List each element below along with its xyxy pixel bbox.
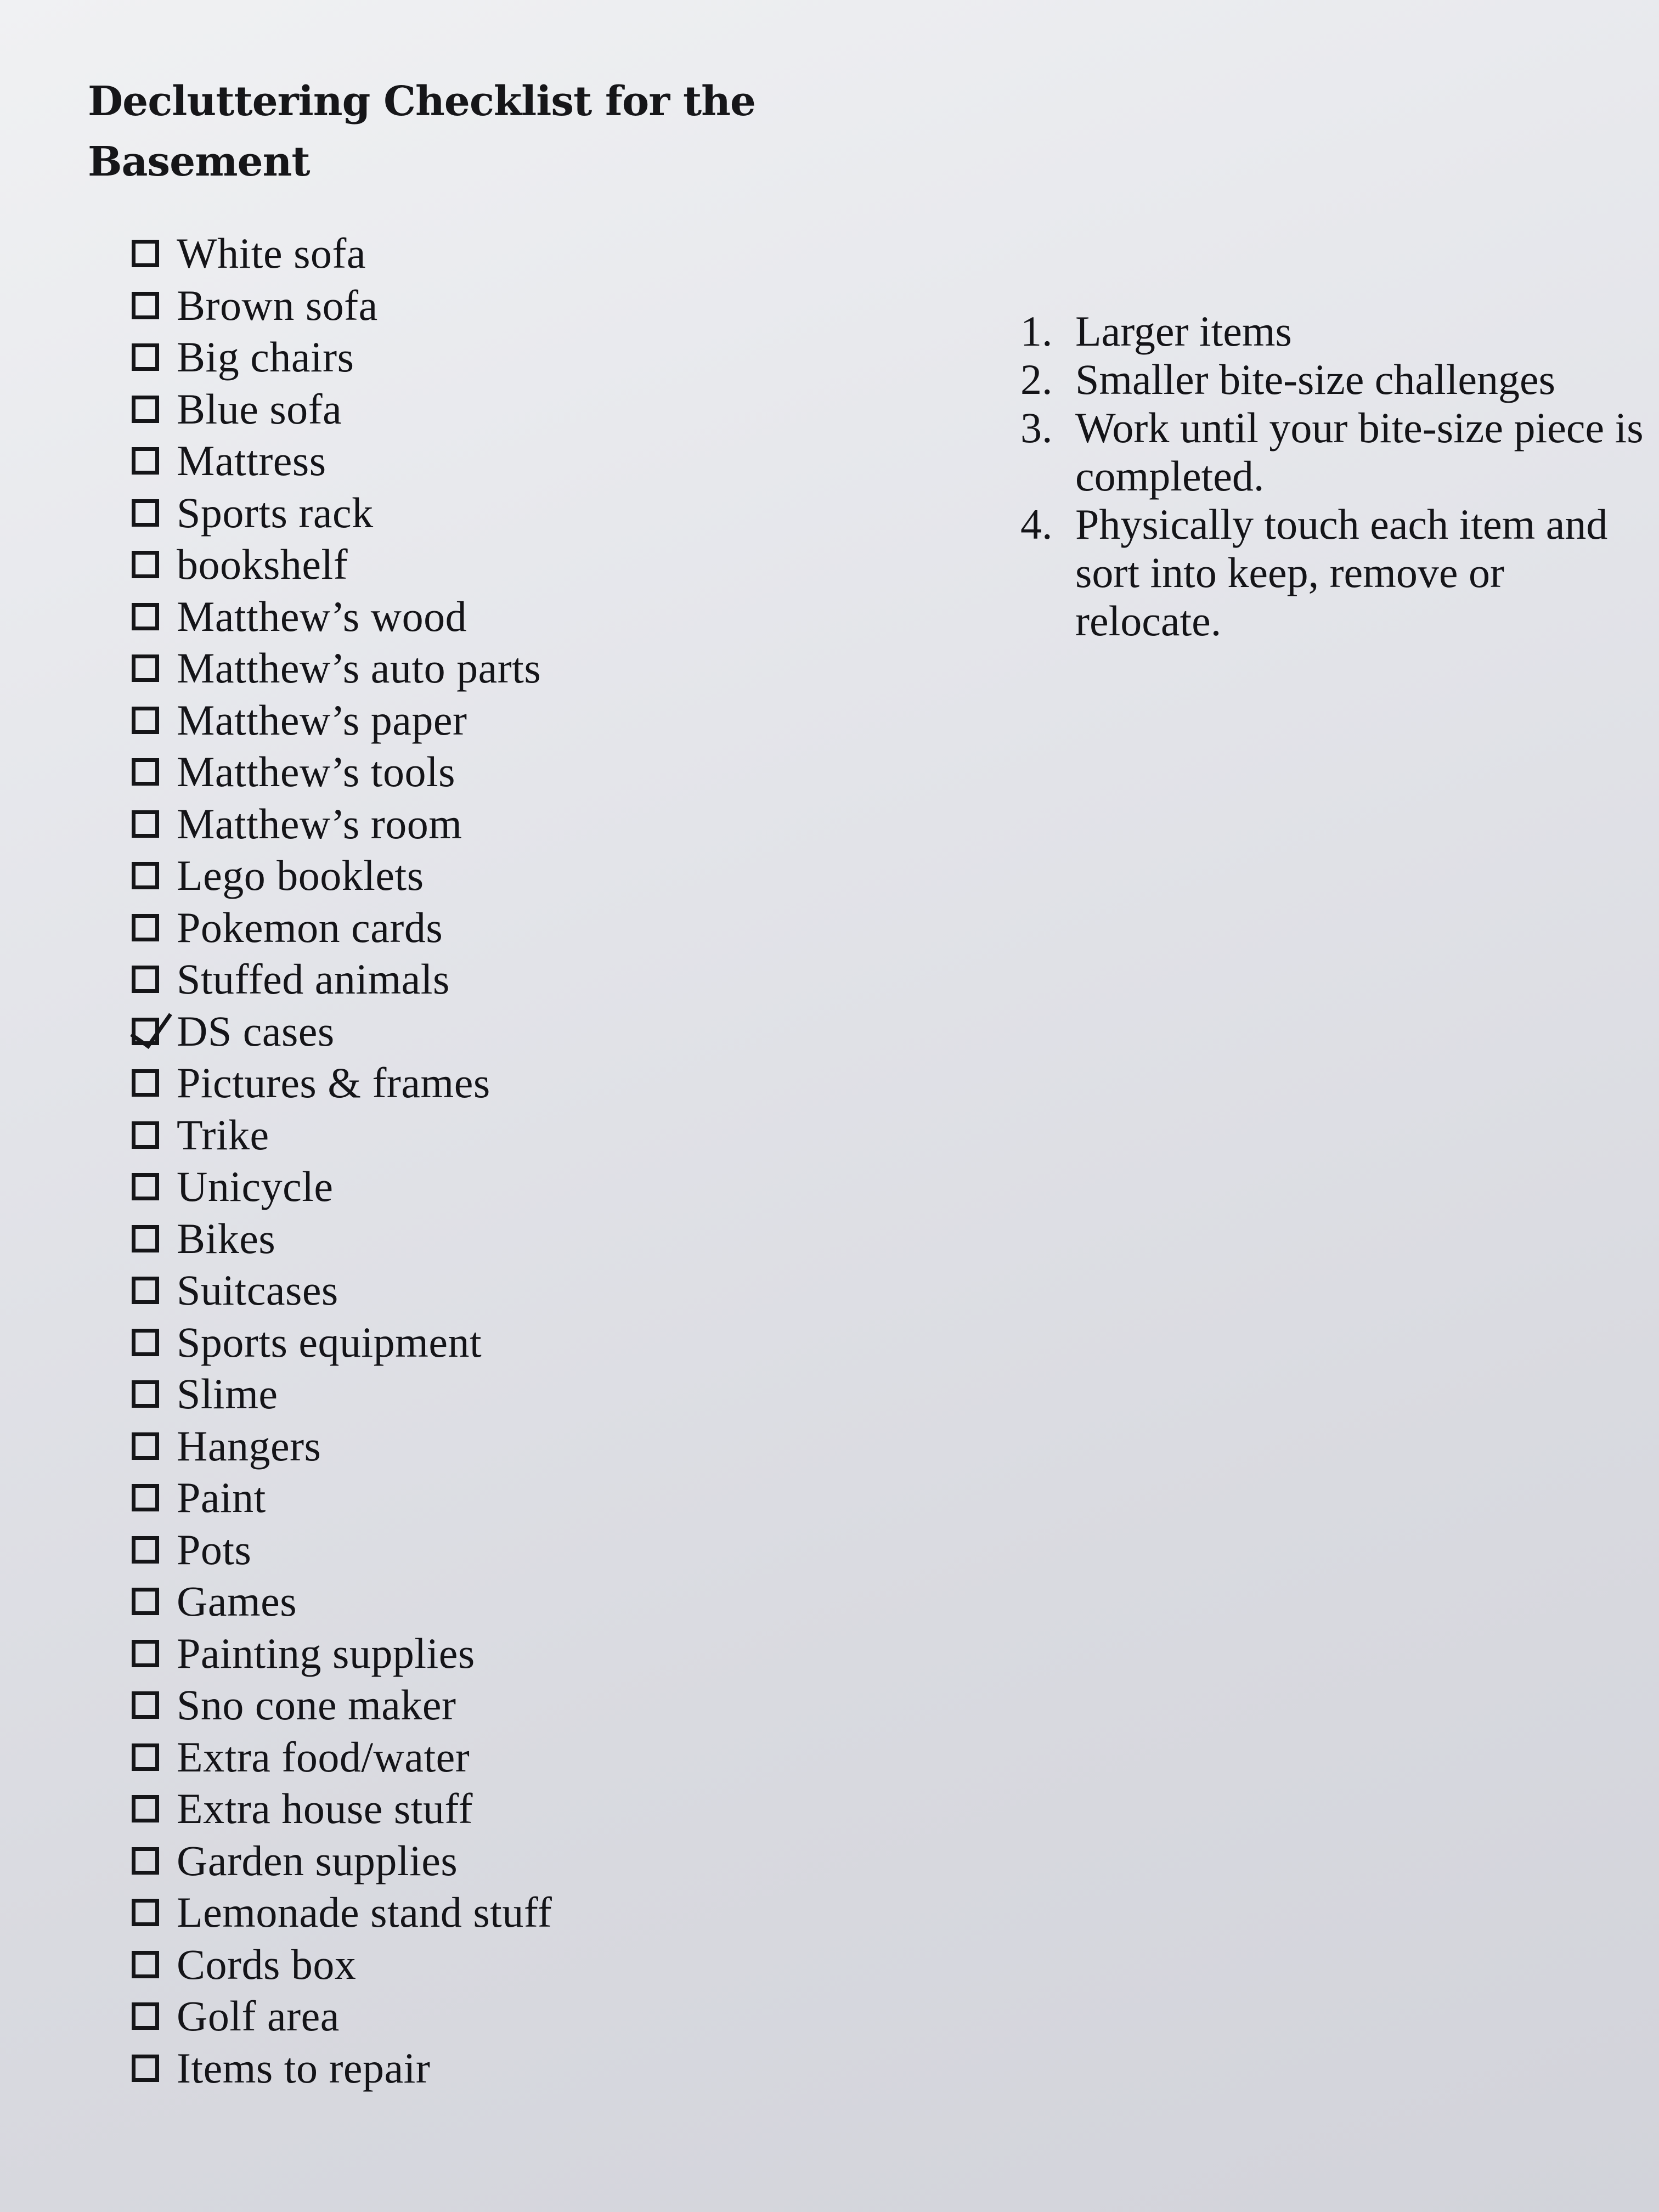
checklist-item[interactable] xyxy=(132,2042,845,2095)
checkbox-icon[interactable] xyxy=(132,758,159,786)
checkbox-icon[interactable] xyxy=(132,810,159,838)
checkbox-icon[interactable] xyxy=(132,1069,159,1097)
checkbox-icon[interactable] xyxy=(132,1536,159,1564)
checklist-item[interactable] xyxy=(132,1783,845,1835)
checkbox-icon[interactable] xyxy=(132,1588,159,1615)
checklist-item[interactable] xyxy=(132,1939,845,1991)
checklist-item-label: Extra house stuff xyxy=(177,1785,473,1833)
checklist-item[interactable] xyxy=(132,1161,845,1213)
checklist-item-label: Lego booklets xyxy=(177,851,424,900)
checkbox-icon[interactable] xyxy=(132,292,159,319)
checklist-item[interactable] xyxy=(132,487,845,539)
checkbox-icon[interactable] xyxy=(132,1847,159,1875)
checklist-item-label: Slime xyxy=(177,1370,278,1418)
checklist-item-label: Big chairs xyxy=(177,333,354,381)
checklist-item-label: Bikes xyxy=(177,1214,276,1262)
checkbox-icon[interactable] xyxy=(132,1640,159,1667)
checklist-item-label: Blue sofa xyxy=(177,385,342,433)
checkbox-icon[interactable] xyxy=(132,1795,159,1822)
checkbox-icon[interactable] xyxy=(132,1951,159,1978)
checkbox-icon[interactable] xyxy=(132,1173,159,1200)
checklist-item[interactable] xyxy=(132,798,845,850)
checkbox-icon[interactable] xyxy=(132,1899,159,1926)
checkbox-icon[interactable] xyxy=(132,603,159,630)
checkbox-icon[interactable] xyxy=(132,1743,159,1771)
checkbox-icon[interactable] xyxy=(132,1329,159,1356)
checklist-item-label: Lemonade stand stuff xyxy=(177,1888,552,1937)
checklist-item[interactable] xyxy=(132,1679,845,1731)
checklist-item[interactable] xyxy=(132,642,845,695)
step-number: 4. xyxy=(1020,500,1053,548)
checklist-item[interactable] xyxy=(132,1057,845,1109)
checklist-item[interactable] xyxy=(132,1835,845,1887)
checklist-item[interactable] xyxy=(132,1368,845,1420)
checklist-item-label: Pots xyxy=(177,1525,252,1573)
checklist-item-label: Unicycle xyxy=(177,1163,334,1211)
checkbox-icon[interactable] xyxy=(132,343,159,371)
checklist-item-label: Golf area xyxy=(177,1992,340,2040)
checklist-item-label: White sofa xyxy=(177,229,366,278)
checklist-item[interactable] xyxy=(132,591,845,643)
checkbox-icon[interactable] xyxy=(132,1225,159,1252)
checkbox-icon[interactable] xyxy=(132,2002,159,2030)
checklist-item-label: Games xyxy=(177,1577,297,1626)
checkbox-icon[interactable] xyxy=(132,654,159,682)
step-item xyxy=(1020,307,1657,356)
checklist-item-label: Mattress xyxy=(177,437,326,485)
checkbox-icon[interactable] xyxy=(132,240,159,267)
checklist-item[interactable] xyxy=(132,1576,845,1628)
step-item xyxy=(1020,404,1657,500)
checkbox-icon[interactable] xyxy=(132,1121,159,1149)
checklist-item-label: Matthew’s paper xyxy=(177,696,467,744)
checklist-item-label: Sports rack xyxy=(177,488,374,537)
checklist xyxy=(132,228,845,2094)
checklist-item-label: Hangers xyxy=(177,1421,321,1470)
step-item xyxy=(1020,356,1657,404)
checklist-item-label: Sports equipment xyxy=(177,1318,482,1366)
checklist-item[interactable] xyxy=(132,1265,845,1317)
checklist-item-label: Painting supplies xyxy=(177,1629,475,1677)
checklist-item-label: Matthew’s tools xyxy=(177,748,455,796)
checklist-item[interactable] xyxy=(132,1109,845,1161)
checklist-item-label: Matthew’s room xyxy=(177,799,462,848)
checkbox-icon[interactable] xyxy=(132,2055,159,2082)
checkbox-icon[interactable] xyxy=(132,396,159,423)
checklist-item[interactable] xyxy=(132,1731,845,1784)
checklist-item-label: Cords box xyxy=(177,1940,357,1988)
checklist-item[interactable] xyxy=(132,1628,845,1680)
step-number: 1. xyxy=(1020,307,1053,355)
checklist-item-label: Trike xyxy=(177,1110,269,1159)
checklist-item-label: Paint xyxy=(177,1474,266,1522)
checklist-item[interactable] xyxy=(132,280,845,332)
checklist-item-label: Brown sofa xyxy=(177,281,378,329)
checklist-item[interactable] xyxy=(132,1472,845,1524)
step-number: 2. xyxy=(1020,356,1053,403)
checked-checkbox-icon[interactable] xyxy=(132,1018,159,1045)
checklist-item[interactable] xyxy=(132,1213,845,1265)
checklist-item-label: Garden supplies xyxy=(177,1836,458,1884)
checklist-item[interactable] xyxy=(132,1887,845,1939)
checklist-item[interactable] xyxy=(132,1006,845,1058)
checklist-item[interactable] xyxy=(132,746,845,798)
document-title: Decluttering Checklist for the Basement xyxy=(88,78,756,185)
checklist-item-label: Pokemon cards xyxy=(177,903,443,951)
checkbox-icon[interactable] xyxy=(132,707,159,734)
checklist-item-label: DS cases xyxy=(177,1007,335,1055)
checklist-item[interactable] xyxy=(132,1420,845,1472)
step-text: Smaller bite-size challenges xyxy=(1075,356,1555,403)
checkbox-icon[interactable] xyxy=(132,1484,159,1511)
checklist-item[interactable] xyxy=(132,695,845,747)
step-number: 3. xyxy=(1020,404,1053,452)
checklist-item-label: Items to repair xyxy=(177,2044,431,2092)
checklist-item[interactable] xyxy=(132,902,845,954)
checklist-item-label: Sno cone maker xyxy=(177,1681,456,1729)
checklist-item[interactable] xyxy=(132,850,845,902)
checklist-item[interactable] xyxy=(132,228,845,280)
checklist-item-label: Stuffed animals xyxy=(177,955,450,1003)
checkbox-icon[interactable] xyxy=(132,966,159,993)
checklist-item[interactable] xyxy=(132,539,845,591)
checklist-item-label: Matthew’s auto parts xyxy=(177,644,541,692)
step-text: Physically touch each item and sort into keep, remove or relocate. xyxy=(1075,500,1608,645)
checklist-item-label: Extra food/water xyxy=(177,1733,470,1781)
checklist-item[interactable] xyxy=(132,435,845,487)
checklist-item[interactable] xyxy=(132,383,845,436)
checkbox-icon[interactable] xyxy=(132,1691,159,1719)
checkbox-icon[interactable] xyxy=(132,862,159,889)
checklist-item[interactable] xyxy=(132,953,845,1006)
checklist-item-label: Matthew’s wood xyxy=(177,592,467,640)
step-text: Work until your bite-size piece is completed. xyxy=(1075,404,1644,500)
step-text: Larger items xyxy=(1075,307,1292,355)
checklist-item-label: Suitcases xyxy=(177,1266,338,1314)
checklist-item[interactable] xyxy=(132,1317,845,1369)
checkbox-icon[interactable] xyxy=(132,1380,159,1408)
step-item xyxy=(1020,500,1657,645)
steps-list xyxy=(1020,307,1657,645)
checklist-item-label: bookshelf xyxy=(177,540,348,589)
checkbox-icon[interactable] xyxy=(132,914,159,941)
checkbox-icon[interactable] xyxy=(132,447,159,475)
checkbox-icon[interactable] xyxy=(132,499,159,527)
checklist-item[interactable] xyxy=(132,1524,845,1576)
checkbox-icon[interactable] xyxy=(132,1277,159,1304)
checkbox-icon[interactable] xyxy=(132,1432,159,1460)
checklist-item[interactable] xyxy=(132,1990,845,2042)
checklist-item[interactable] xyxy=(132,331,845,383)
checkbox-icon[interactable] xyxy=(132,551,159,578)
checklist-item-label: Pictures & frames xyxy=(177,1059,490,1107)
